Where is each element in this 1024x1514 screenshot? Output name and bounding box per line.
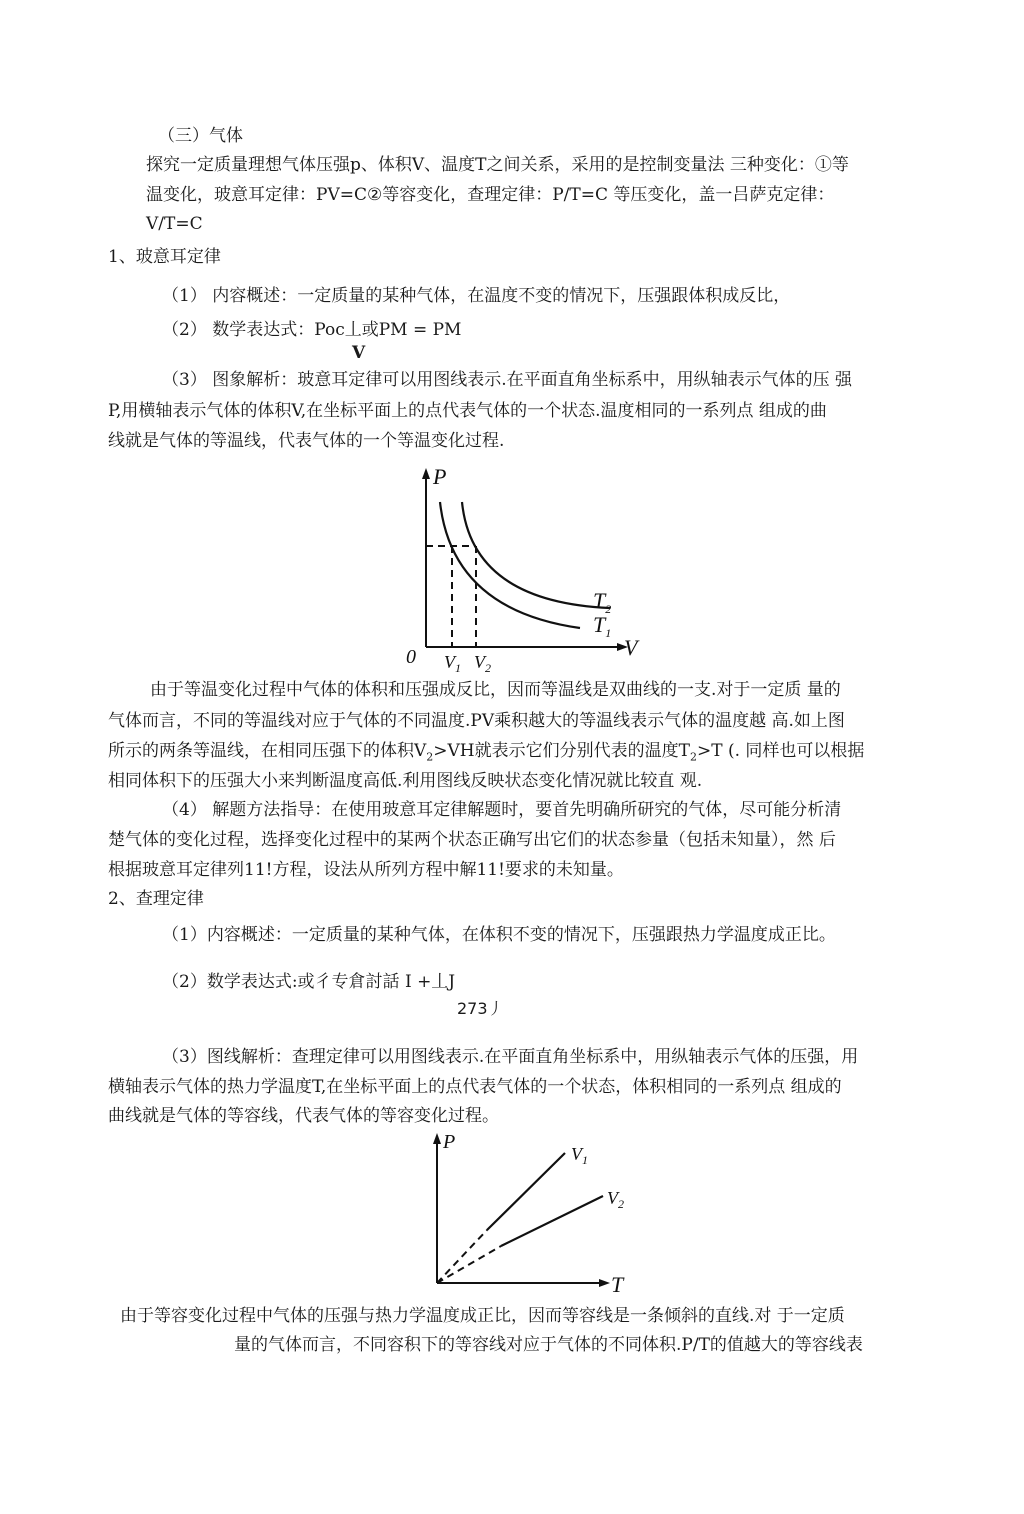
- isochore-para-line-1: 由于等容变化过程中气体的压强与热力学温度成正比，因而等容线是一条倾斜的直线.对 于一定质: [120, 1306, 845, 1326]
- intro-line-1: 探究一定质量理想气体压强p、体积V、温度T之间关系，采用的是控制变量法 三种变化：①等: [146, 155, 849, 175]
- t1-label: $T_1$: [593, 612, 612, 640]
- v-axis-label: V: [624, 635, 638, 660]
- isochore-figure-bg: [425, 1128, 640, 1300]
- intro-line-2: 温变化，玻意耳定律：PV=C②等容变化，查理定律：P/T=C 等压变化，盖一吕萨克定律：: [146, 185, 835, 205]
- origin-label: 0: [406, 646, 416, 668]
- isotherm-para-line-4: 相同体积下的压强大小来判断温度高低.利用图线反映状态变化情况就比较直 观.: [108, 771, 703, 791]
- v1-label: $V_1$: [444, 652, 461, 675]
- boyle-item-3-line-2: P,用横轴表示气体的体积V,在坐标平面上的点代表气体的一个状态.温度相同的一系列点 组成的曲: [108, 401, 827, 421]
- isotherm-figure-bg: [400, 462, 645, 677]
- boyle-item-3-line-3: 线就是气体的等温线，代表气体的一个等温变化过程.: [108, 431, 505, 451]
- charles-item-3-line-2: 横轴表示气体的热力学温度T,在坐标平面上的点代表气体的一个状态，体积相同的一系列点 组成的: [108, 1077, 842, 1097]
- charles-item-2: （2）数学表达式:或彳专倉討話 I +丄J: [162, 972, 456, 992]
- isotherm-para-line-3: 所示的两条等温线，在相同压强下的体积$V_2>VH$就表示它们分别代表的温度$T_2>T$ (. 同样也可以根据: [108, 741, 865, 764]
- boyle-item-2: （2） 数学表达式：Poc丄或PM = PM: [162, 320, 462, 340]
- isochore-figure: [425, 1128, 640, 1300]
- isotherm-figure: [400, 462, 645, 677]
- boyle-item-1: （1） 内容概述：一定质量的某种气体，在温度不变的情况下，压强跟体积成反比，: [162, 286, 791, 306]
- isotherm-para-line-2: 气体而言，不同的等温线对应于气体的不同温度.PV乘积越大的等温线表示气体的温度越 高.如上图: [108, 711, 845, 731]
- section-title: （三）气体: [158, 126, 243, 146]
- v2-label: $V_2$: [607, 1188, 624, 1211]
- p-axis-label: P: [433, 464, 447, 489]
- boyle-item-4-line-2: 楚气体的变化过程，选择变化过程中的某两个状态正确写出它们的状态参量（包括未知量），然 后: [108, 830, 836, 850]
- isochore-para-line-2: 量的气体而言，不同容积下的等容线对应于气体的不同体积.P/T的值越大的等容线表: [234, 1335, 863, 1355]
- boyle-item-4-line-3: 根据玻意耳定律列11!方程，设法从所列方程中解11!要求的未知量。: [108, 860, 624, 880]
- charles-item-3-line-3: 曲线就是气体的等容线，代表气体的等容变化过程。: [108, 1106, 499, 1126]
- charles-heading: 2、查理定律: [108, 889, 204, 909]
- intro-line-3: V/T=C: [146, 214, 203, 234]
- isotherm-para-line-1: 由于等温变化过程中气体的体积和压强成反比，因而等温线是双曲线的一支.对于一定质 量的: [150, 680, 841, 700]
- charles-item-1: （1）内容概述：一定质量的某种气体，在体积不变的情况下，压强跟热力学温度成正比。: [162, 925, 836, 945]
- t2-label: $T_2$: [593, 588, 612, 616]
- boyle-item-3-line-1: （3） 图象解析：玻意耳定律可以用图线表示.在平面直角坐标系中，用纵轴表示气体的压 强: [162, 370, 853, 390]
- charles-item-2-sub: 273丿: [457, 999, 504, 1018]
- t-axis-label: T: [611, 1272, 624, 1297]
- v1-label: $V_1$: [571, 1144, 588, 1167]
- p-axis-label: P: [443, 1131, 456, 1153]
- boyle-item-2-denominator: V: [352, 343, 366, 363]
- boyle-heading: 1、玻意耳定律: [108, 247, 221, 267]
- v2-label: $V_2$: [474, 652, 491, 675]
- charles-item-3-line-1: （3）图线解析：查理定律可以用图线表示.在平面直角坐标系中，用纵轴表示气体的压强，用: [162, 1047, 859, 1067]
- boyle-item-4-line-1: （4） 解题方法指导：在使用玻意耳定律解题时，要首先明确所研究的气体，尽可能分析清: [162, 800, 842, 820]
